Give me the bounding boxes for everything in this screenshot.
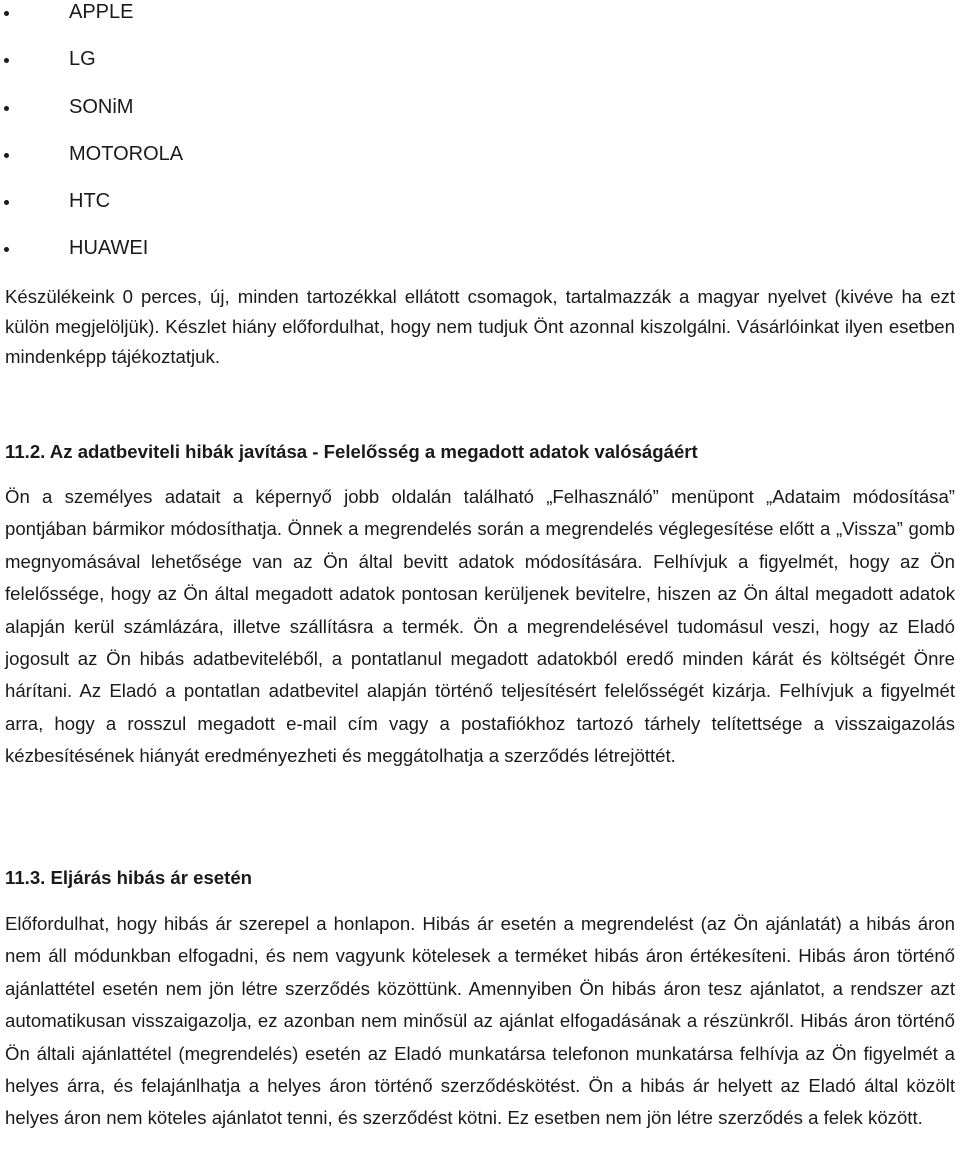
list-item	[0, 142, 960, 189]
list-item	[0, 236, 960, 283]
brand-label: SONiM	[69, 95, 134, 118]
list-item	[0, 95, 960, 142]
brand-label: LG	[69, 48, 96, 71]
section-heading-11-3: 11.3. Eljárás hibás ár esetén	[5, 867, 253, 888]
intro-paragraph: Készülékeink 0 perces, új, minden tartozékkal ellátott csomagok, tartalmazzák a magyar nyelvet (kivéve ha ezt külön megjelöljük). Készlet hiány előfordulhat, hogy nem tudjuk Önt azonnal kiszolgálni. Vásárlóinkat ilyen esetben mindenképp tájékoztatjuk.	[5, 286, 955, 367]
bullet-icon	[4, 58, 9, 63]
bullet-icon	[4, 247, 9, 252]
brand-label: MOTOROLA	[69, 142, 184, 165]
brand-label: HUAWEI	[69, 237, 149, 260]
brand-list	[0, 0, 960, 284]
list-item	[0, 0, 960, 47]
section-body-11-3: Előfordulhat, hogy hibás ár szerepel a honlapon. Hibás ár esetén a megrendelést (az Ön ajánlatát) a hibás áron nem áll módunkban elfogadni, és nem vagyunk kötelesek a terméket hibás áron értékesíteni. Hibás áron történő ajánlattétel esetén nem jön létre szerződés közöttünk. Amennyiben Ön hibás áron tesz ajánlatot, a rendszer azt automatikusan visszaigazolja, ez azonban nem minősül az ajánlat elfogadásának a részünkről. Hibás áron történő Ön általi ajánlattétel (megrendelés) esetén az Eladó munkatársa telefonon munkatársa felhívja az Ön figyelmét a helyes árra, és felajánlhatja a helyes áron történő szerződéskötést. Ön a hibás ár helyett az Eladó által közölt helyes áron nem köteles ajánlatot tenni, és szerződést kötni. Ez esetben nem jön létre szerződés a felek között.	[5, 913, 955, 1129]
brand-label: HTC	[69, 190, 111, 213]
list-item	[0, 189, 960, 236]
section-heading-11-2: 11.2. Az adatbeviteli hibák javítása - Felelősség a megadott adatok valóságáért	[5, 441, 698, 462]
bullet-icon	[4, 11, 9, 16]
section-body-11-2: Ön a személyes adatait a képernyő jobb oldalán található „Felhasználó” menüpont „Adataim módosítása” pontjában bármikor módosíthatja. Önnek a megrendelés során a megrendelés véglegesítése előtt a „Vissza” gomb megnyomásával lehetősége van az Ön által bevitt adatok módosítására. Felhívjuk a figyelmét, hogy az Ön felelőssége, hogy az Ön által megadott adatok pontosan kerüljenek bevitelre, hiszen az Ön által megadott adatok alapján kerül számlázára, illetve szállításra a termék. Ön a megrendelésével tudomásul veszi, hogy az Eladó jogosult az Ön hibás adatbeviteléből, a pontatlanul megadott adatokból eredő minden kárát és költségét Önre hárítani. Az Eladó a pontatlan adatbevitel alapján történő teljesítésért felelősségét kizárja. Felhívjuk a figyelmét arra, hogy a rosszul megadott e-mail cím vagy a postafiókhoz tartozó tárhely telítettsége a visszaigazolás kézbesítésének hiányát eredményezheti és meggátolhatja a szerződés létrejöttét.	[5, 486, 955, 767]
bullet-icon	[4, 106, 9, 111]
brand-label: APPLE	[69, 1, 134, 23]
list-item	[0, 47, 960, 94]
bullet-icon	[4, 200, 9, 205]
bullet-icon	[4, 153, 9, 158]
